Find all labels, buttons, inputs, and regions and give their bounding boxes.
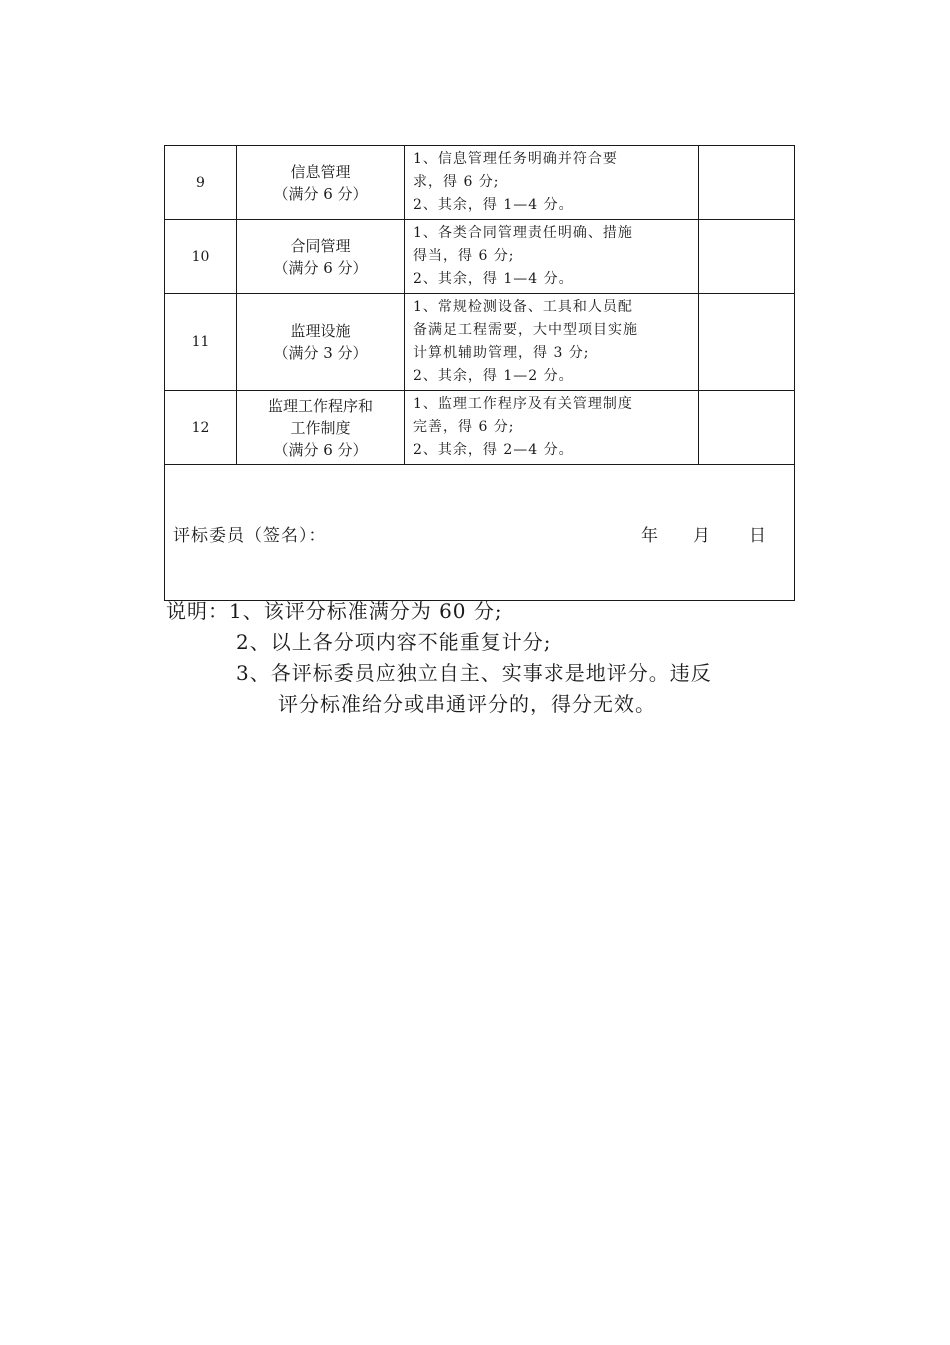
- row-number: 9: [165, 146, 237, 220]
- date-year-label: 年: [641, 526, 658, 546]
- row-number: 10: [165, 220, 237, 294]
- row-number: 12: [165, 391, 237, 465]
- signature-row: [165, 465, 795, 601]
- item-max-score: （满分 6 分）: [273, 440, 368, 459]
- item-name-line: 工作制度: [290, 418, 351, 437]
- item-name-line: 监理工作程序和: [267, 396, 373, 415]
- criteria-line: 2、其余，得 1—4 分。: [413, 271, 574, 287]
- item-max-score: （满分 6 分）: [273, 184, 368, 203]
- date-month-label: 月: [693, 526, 710, 546]
- item-name: [237, 220, 405, 294]
- item-name: [237, 294, 405, 391]
- criteria: [405, 146, 699, 220]
- note-line: [166, 596, 806, 627]
- notes-section: [166, 596, 806, 720]
- note-item: 评分标准给分或串通评分的，得分无效。: [278, 692, 656, 716]
- score-cell[interactable]: [699, 220, 795, 294]
- criteria-line: 求，得 6 分;: [413, 174, 500, 190]
- item-name: [237, 146, 405, 220]
- criteria-line: 得当，得 6 分;: [413, 248, 515, 264]
- notes-prefix: 说明：: [166, 599, 229, 623]
- scoring-table: [164, 145, 795, 601]
- score-cell[interactable]: [699, 146, 795, 220]
- criteria-line: 2、其余，得 1—4 分。: [413, 197, 574, 213]
- note-item: 3、各评标委员应独立自主、实事求是地评分。违反: [236, 661, 712, 685]
- criteria-line: 1、各类合同管理责任明确、措施: [413, 225, 633, 241]
- score-cell[interactable]: [699, 391, 795, 465]
- item-name-line: 合同管理: [290, 236, 351, 255]
- criteria-line: 备满足工程需要，大中型项目实施: [413, 322, 638, 338]
- table-row: [165, 220, 795, 294]
- signature-label: 评标委员（签名）：: [173, 526, 327, 546]
- criteria-line: 完善，得 6 分;: [413, 419, 515, 435]
- criteria: [405, 294, 699, 391]
- note-item: 1、该评分标准满分为 60 分;: [229, 599, 503, 623]
- criteria: [405, 220, 699, 294]
- row-number: 11: [165, 294, 237, 391]
- criteria-line: 1、常规检测设备、工具和人员配: [413, 299, 633, 315]
- criteria-line: 1、信息管理任务明确并符合要: [413, 151, 618, 167]
- item-name-line: 信息管理: [290, 162, 351, 181]
- item-name-line: 监理设施: [290, 322, 351, 340]
- signature-cell[interactable]: [165, 465, 795, 601]
- table-row: [165, 294, 795, 391]
- criteria: [405, 391, 699, 465]
- score-cell[interactable]: [699, 294, 795, 391]
- criteria-line: 2、其余，得 2—4 分。: [413, 442, 574, 458]
- table-row: [165, 146, 795, 220]
- criteria-line: 计算机辅助管理，得 3 分;: [413, 345, 590, 361]
- item-max-score: （满分 6 分）: [273, 258, 368, 277]
- item-max-score: （满分 3 分）: [273, 344, 368, 362]
- criteria-line: 1、监理工作程序及有关管理制度: [413, 396, 633, 412]
- note-item: 2、以上各分项内容不能重复计分;: [236, 630, 552, 654]
- criteria-line: 2、其余，得 1—2 分。: [413, 368, 574, 384]
- table-row: [165, 391, 795, 465]
- date-day-label: 日: [749, 526, 766, 546]
- item-name: [237, 391, 405, 465]
